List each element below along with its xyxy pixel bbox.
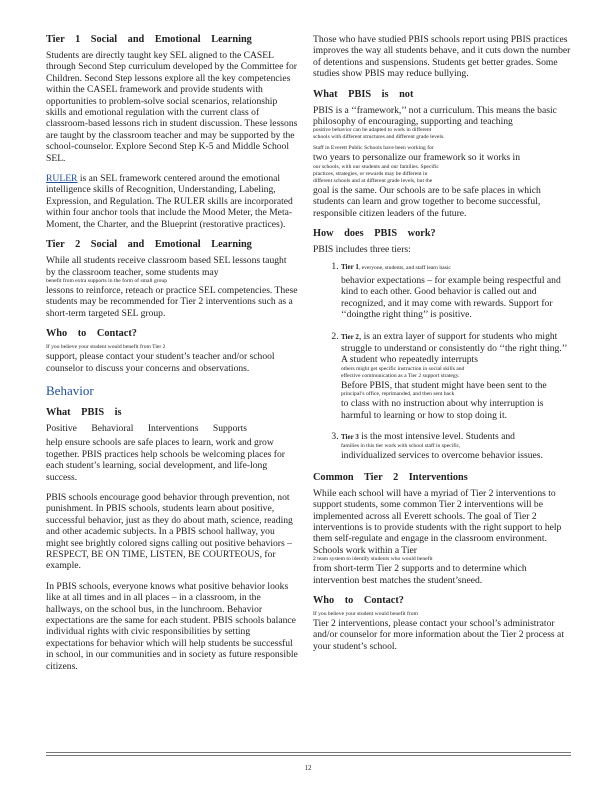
pbis-acronym bbox=[46, 423, 298, 434]
tier2-sel-small: benefit from extra supports in the form of small group bbox=[46, 277, 168, 284]
left-column bbox=[46, 34, 298, 681]
contact-text-left: support, please contact your student’s teacher and/or school counselor to discuss your concerns and observations. bbox=[46, 351, 275, 374]
page-number: 12 bbox=[304, 764, 312, 772]
tiers-list bbox=[313, 261, 571, 461]
right-column bbox=[313, 34, 571, 661]
common-tier2-body bbox=[313, 488, 571, 586]
what-not-text1: PBIS is a ‘‘framework,’’ not a curriculum. This means the basic philosophy of encouraging, supporting and teaching bbox=[313, 104, 557, 128]
tier-item-3 bbox=[341, 431, 571, 462]
tier1-sel-heading: Tier 1 Social and Emotional Learning bbox=[46, 34, 252, 45]
tier1-label: Tier 1 bbox=[341, 263, 359, 272]
common-small: 2 team system to identify students who would benefit bbox=[313, 556, 433, 563]
tier3-small: families in this tier work with school staff in specific, bbox=[341, 443, 461, 450]
acronym-supports: Supports bbox=[212, 422, 247, 434]
behavior-section-title: Behavior bbox=[46, 382, 94, 398]
tier2-sel-body bbox=[46, 255, 298, 319]
acronym-interventions: Interventions bbox=[147, 422, 199, 434]
contact-heading-right: Who to Contact? bbox=[313, 595, 404, 606]
tier1-sel-body: Students are directly taught key SEL aligned to the CASEL through Second Step curriculum developed by the Committee for Children. Second Step lessons explore all the key competencies within the CASEL framework and provide students with opportunities to problem-solve social scenarios, relationship skills and emotional regulation with the current class of classroom-based lessons rich in student discussion. These lessons are taught by the classroom teacher and may be supported by the school-counselor. Explore Second Step K-5 and Middle School SEL. bbox=[46, 50, 298, 164]
tier2-sel-heading: Tier 2 Social and Emotional Learning bbox=[46, 239, 252, 251]
what-not-small6: different schools and at different grade levels, but the bbox=[313, 177, 433, 184]
ruler-body: is an SEL framework centered around the emotional intelligence skills of Recognition, Understanding, Labeling, Expression, and Regulation. The RULER skills are incorporated within four anchor tools that include the Mood Meter, the Meta-Moment, the Charter, and the Blueprint (restorative practices). bbox=[46, 173, 293, 230]
tier3-label: Tier 3 bbox=[341, 432, 359, 441]
common-tier2-heading: Common Tier 2 Interventions bbox=[313, 471, 468, 483]
how-pbis-intro: PBIS includes three tiers: bbox=[313, 244, 411, 256]
tier3-text2: individualized services to overcome behavior issues. bbox=[341, 450, 543, 462]
tier-item-1 bbox=[341, 261, 571, 320]
ruler-paragraph bbox=[46, 173, 298, 230]
what-not-small2: schools with different structures and different grade levels. bbox=[313, 134, 445, 141]
common-text2: from short-term Tier 2 supports and to determine which intervention best matches the student’sneed. bbox=[313, 563, 527, 586]
tier2-text3: to class with no instruction about why interruption is harmful to learning or how to stop doing it. bbox=[341, 398, 544, 421]
acronym-positive: Positive bbox=[46, 422, 77, 434]
pbis-intro: help ensure schools are safe places to learn, work and grow together. PBIS practices help schools be welcoming places for each student’s learning, social development, and life-long success. bbox=[46, 437, 285, 483]
tier1-text: behavior expectations – for example being respectful and kind to each other. Good behavior is called out and recognized, and it may come with rewards. Support for ‘‘doingthe right thing’’ is positive. bbox=[341, 274, 561, 321]
footer-rule-bottom bbox=[46, 755, 571, 756]
pbis-paragraph-2: PBIS schools encourage good behavior through prevention, not punishment. In PBIS schools, students learn about positive, successful behavior, just as they do about math, science, reading and other academic subjects. In a PBIS school hallway, you might see brightly colored signs calling out positive behaviors – RESPECT, BE ON TIME, LISTEN, BE COURTEOUS, for example. bbox=[46, 491, 293, 572]
what-pbis-heading: What PBIS is bbox=[46, 406, 122, 418]
tier2-sel-text2: lessons to reinforce, reteach or practice SEL competencies. These students may be recommended for Tier 2 interventions such as a short-term targeted SEL group. bbox=[46, 284, 298, 319]
common-text1: While each school will have a myriad of Tier 2 interventions to support students, some common Tier 2 interventions will be implemented across all Everett schools. The goal of Tier 2 interventions is to provide students with the right support to help them self-regulate and engage in the classroom environment. Schools work within a Tier bbox=[313, 487, 562, 556]
pbis-paragraph-3: In PBIS schools, everyone knows what positive behavior looks like at all times and in all places – in a classroom, in the hallways, on the school bus, in the lunchroom. Behavior expectations are the same for each student. PBIS schools balance individual rights with civic responsibilities by setting expectations for behavior which will help students be successful in school, in our communities and in society as future responsible citizens. bbox=[46, 580, 298, 672]
what-not-small3: Staff in Everett Public Schools have been working for bbox=[313, 145, 434, 152]
tier2-text: , is an extra layer of support for students who might struggle to understand or consistently do ‘‘the right thing.’’ A student who repeatedly interrupts bbox=[341, 330, 567, 366]
what-not-text2: two years to personalize our framework so it works in bbox=[313, 152, 521, 164]
what-not-small4: our schools, with our students and our families. Specific bbox=[313, 163, 439, 170]
acronym-behavioral: Behavioral bbox=[91, 422, 134, 434]
tier2-text2: Before PBIS, that student might have been sent to the bbox=[341, 379, 547, 391]
ruler-link[interactable]: RULER bbox=[46, 173, 78, 185]
how-pbis-works-heading: How does PBIS work? bbox=[313, 228, 436, 240]
tier2-small2: effective communication as a Tier 2 support strategy. bbox=[341, 372, 460, 379]
contact-text-right: Tier 2 interventions, please contact your school’s administrator and/or counselor for more information about the Tier 2 process at your student’s school. bbox=[313, 618, 564, 652]
pbis-studies-intro: Those who have studied PBIS schools report using PBIS practices improves the way all students behave, and it cuts down the number of detentions and suspensions. Students get better grades. Some studies show PBIS may reduce bullying. bbox=[313, 34, 571, 80]
contact-heading-left: Who to Contact? bbox=[46, 328, 137, 340]
tier1-small: , everyone, students, and staff learn basic bbox=[358, 265, 451, 272]
contact-small-left: If you believe your student would benefit from Tier 2 bbox=[46, 344, 166, 351]
tier-item-2 bbox=[341, 331, 571, 421]
tier3-text: is the most intensive level. Students and bbox=[361, 430, 515, 442]
tier2-sel-text1: While all students receive classroom based SEL lessons taught by the classroom teacher, some students may bbox=[46, 255, 287, 278]
what-pbis-not-heading: What PBIS is not bbox=[313, 88, 414, 100]
contact-small-right: If you believe your student would benefit from bbox=[313, 611, 418, 617]
contact-body-left bbox=[46, 344, 298, 374]
what-not-small1: positive behavior can be adapted to work in different bbox=[313, 127, 432, 134]
what-not-small5: practices, strategies, or rewards may be different in bbox=[313, 170, 428, 177]
tier2-label: Tier 2 bbox=[341, 332, 359, 341]
tier2-small1: others might get specific instruction in social skills and bbox=[341, 365, 465, 372]
what-not-text3: goal is the same. Our schools are to be safe places in which students can learn and grow together to become successful, responsible citizen leaders of the future. bbox=[313, 184, 541, 219]
contact-body-right bbox=[313, 611, 571, 652]
footer-rule-top bbox=[46, 752, 571, 753]
what-pbis-not-body bbox=[313, 105, 571, 219]
tier2-small3: principal’s office, reprimanded, and then sent back bbox=[341, 391, 455, 398]
